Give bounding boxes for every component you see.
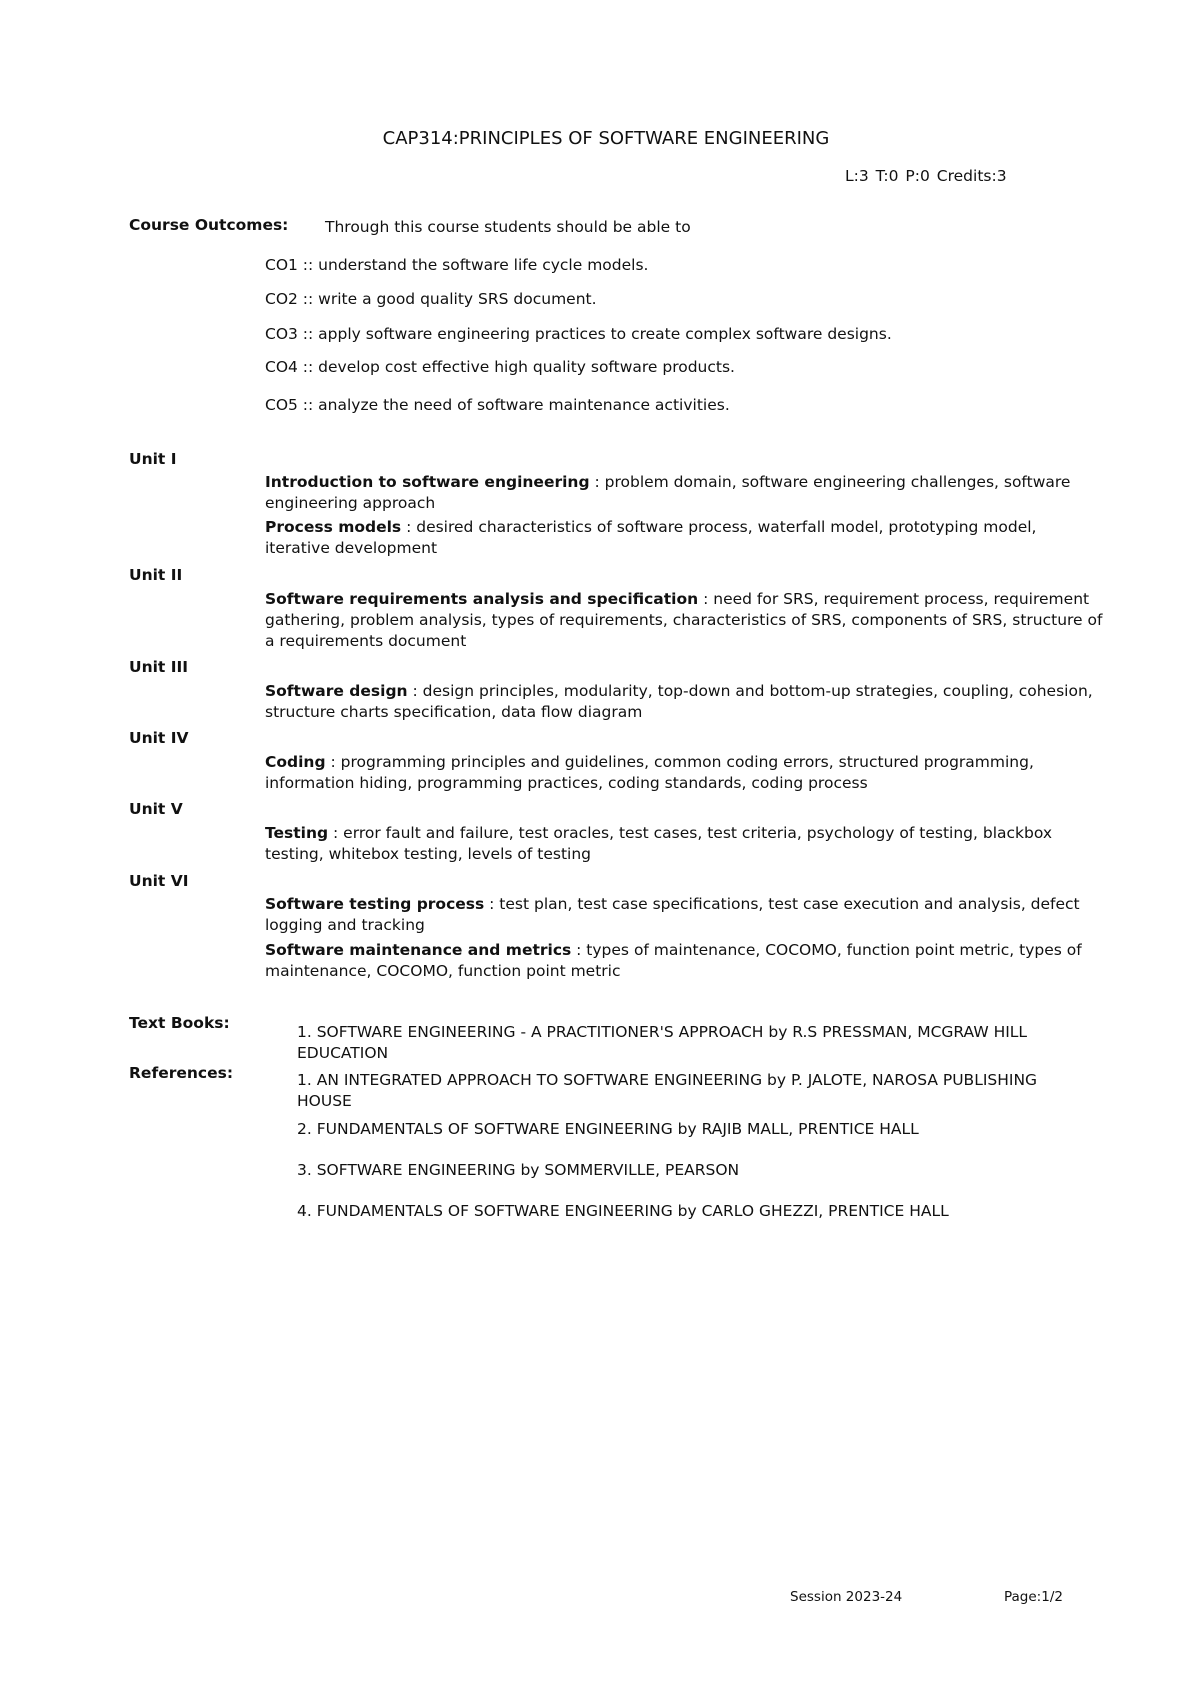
- unit-2-topic-1: [265, 589, 1105, 652]
- topic-heading: Testing: [265, 824, 329, 842]
- course-outcome-5: CO5 :: analyze the need of software maintenance activities.: [265, 396, 730, 414]
- course-outcomes-label: Course Outcomes:: [129, 216, 289, 234]
- credits-line: L:3 T:0 P:0 Credits:3: [845, 167, 1007, 185]
- course-outcome-1: CO1 :: understand the software life cycle models.: [265, 256, 649, 274]
- topic-heading: Software testing process: [265, 895, 485, 913]
- unit-4-label: Unit IV: [129, 729, 189, 747]
- course-outcomes-intro: Through this course students should be able to: [325, 218, 691, 236]
- references-label: References:: [129, 1064, 234, 1082]
- unit-3-topic-1: [265, 681, 1105, 723]
- unit-5-topic-1: [265, 823, 1105, 865]
- topic-text: : test plan, test case specifications, test case execution and analysis, defect logging and tracking: [265, 895, 1080, 934]
- topic-heading: Introduction to software engineering: [265, 473, 590, 491]
- unit-5-label: Unit V: [129, 800, 183, 818]
- text-books-label: Text Books:: [129, 1014, 230, 1032]
- course-outcome-4: CO4 :: develop cost effective high quality software products.: [265, 358, 735, 376]
- topic-heading: Software requirements analysis and specification: [265, 590, 699, 608]
- unit-6-topic-2: [265, 940, 1105, 982]
- topic-text: : design principles, modularity, top-down and bottom-up strategies, coupling, cohesion, structure charts specification, data flow diagram: [265, 682, 1093, 721]
- course-outcome-3: CO3 :: apply software engineering practices to create complex software designs.: [265, 325, 892, 343]
- reference-3: 3. SOFTWARE ENGINEERING by SOMMERVILLE, PEARSON: [297, 1161, 740, 1179]
- session-label: Session 2023-24: [790, 1589, 903, 1605]
- topic-text: : desired characteristics of software process, waterfall model, prototyping model, iterative development: [265, 518, 1037, 557]
- unit-4-topic-1: [265, 752, 1105, 794]
- unit-6-label: Unit VI: [129, 872, 189, 890]
- unit-3-label: Unit III: [129, 658, 189, 676]
- text-book-1: 1. SOFTWARE ENGINEERING - A PRACTITIONER'S APPROACH by R.S PRESSMAN, MCGRAW HILL EDUCATION: [297, 1023, 1028, 1062]
- reference-1: 1. AN INTEGRATED APPROACH TO SOFTWARE ENGINEERING by P. JALOTE, NAROSA PUBLISHING HOUSE: [297, 1071, 1038, 1110]
- topic-text: : programming principles and guidelines, common coding errors, structured programming, information hiding, programming practices, coding standards, coding process: [265, 753, 1034, 792]
- topic-heading: Software maintenance and metrics: [265, 941, 572, 959]
- unit-2-label: Unit II: [129, 566, 183, 584]
- reference-2: 2. FUNDAMENTALS OF SOFTWARE ENGINEERING by RAJIB MALL, PRENTICE HALL: [297, 1120, 919, 1138]
- reference-4: 4. FUNDAMENTALS OF SOFTWARE ENGINEERING by CARLO GHEZZI, PRENTICE HALL: [297, 1202, 949, 1220]
- unit-1-topic-2: [265, 517, 1105, 559]
- unit-1-topic-1: [265, 472, 1105, 514]
- topic-text: : problem domain, software engineering challenges, software engineering approach: [265, 473, 1071, 512]
- topic-text: : error fault and failure, test oracles, test cases, test criteria, psychology of testing, blackbox testing, whitebox testing, levels of testing: [265, 824, 1053, 863]
- topic-heading: Process models: [265, 518, 402, 536]
- unit-1-label: Unit I: [129, 450, 177, 468]
- topic-heading: Software design: [265, 682, 408, 700]
- topic-heading: Coding: [265, 753, 326, 771]
- topic-text: : need for SRS, requirement process, requirement gathering, problem analysis, types of requirements, characteristics of SRS, components of SRS, structure of a requirements document: [265, 590, 1103, 650]
- page-number: Page:1/2: [1004, 1589, 1063, 1605]
- unit-6-topic-1: [265, 894, 1105, 936]
- page-title: CAP314:PRINCIPLES OF SOFTWARE ENGINEERING: [382, 128, 830, 149]
- course-outcome-2: CO2 :: write a good quality SRS document.: [265, 290, 597, 308]
- topic-text: : types of maintenance, COCOMO, function point metric, types of maintenance, COCOMO, function point metric: [265, 941, 1082, 980]
